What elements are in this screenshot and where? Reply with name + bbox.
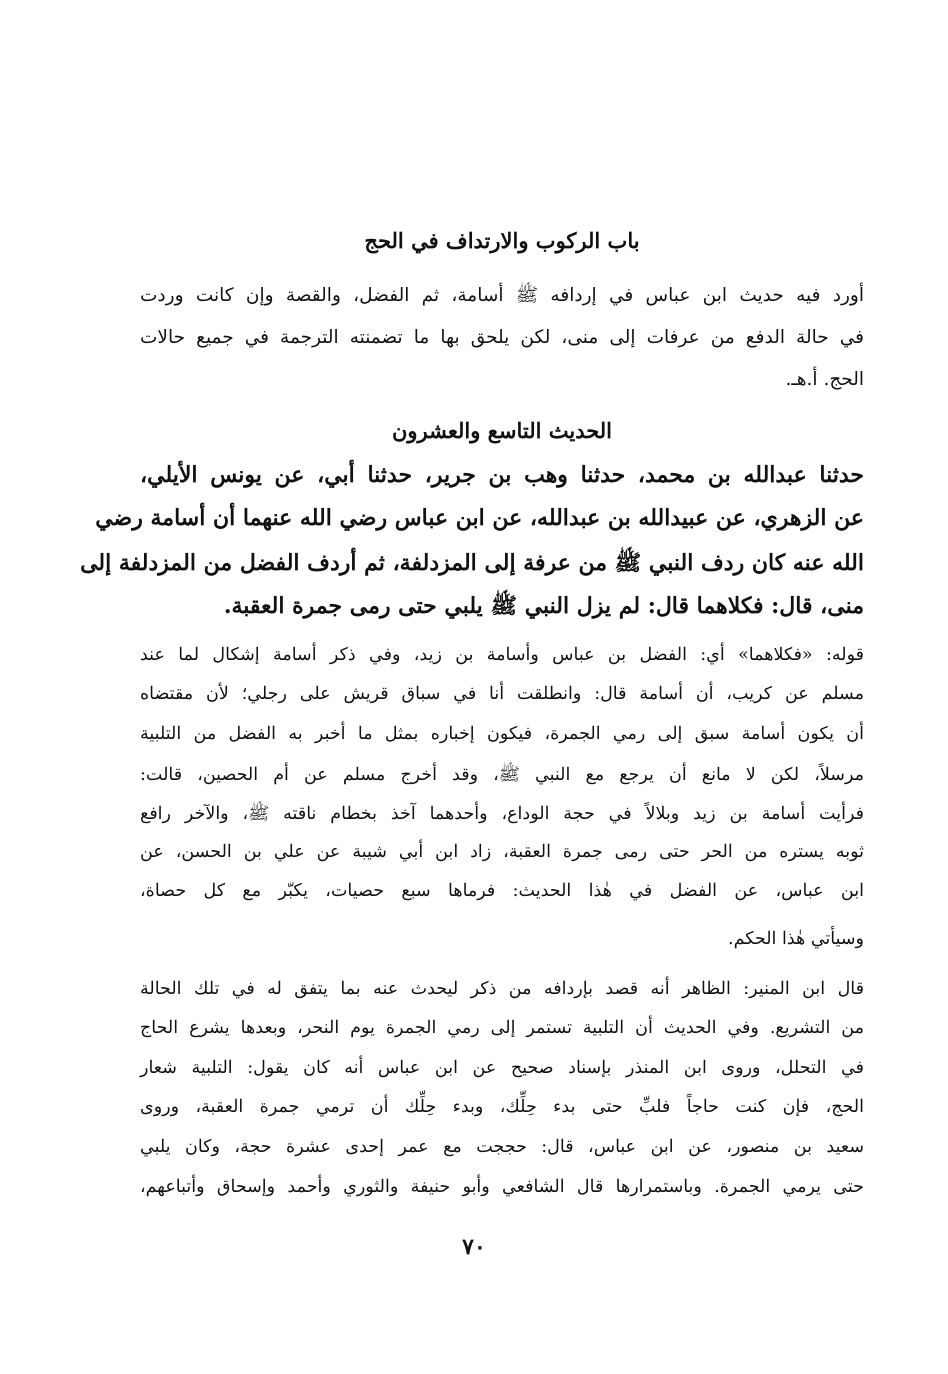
text-line: فرأيت أسامة بن زيد وبلالاً في حجة الوداع، وأحدهما آخذ بخطام ناقته ﷺ، والآخر رافع bbox=[140, 804, 864, 824]
hadith-heading: الحديث التاسع والعشرون bbox=[391, 418, 613, 443]
text-line: ثوبه يستره من الحر حتى رمى جمرة العقبة، زاد ابن أبي شيبة عن علي بن الحسن، عن bbox=[140, 842, 864, 862]
text-line: حتى يرمي الجمرة. وباستمرارها قال الشافعي وأبو حنيفة والثوري وأحمد وإسحاق وأتباعهم، bbox=[140, 1177, 864, 1197]
text-line: عن الزهري، عن عبيدالله بن عبدالله، عن ابن عباس رضي الله عنهما أن أسامة رضي bbox=[95, 505, 864, 531]
text-line: منى، قال: فكلاهما قال: لم يزل النبي ﷺ يلبي حتى رمى جمرة العقبة. bbox=[223, 593, 864, 619]
chapter-title: باب الركوب والارتداف في الحج bbox=[364, 228, 640, 253]
text-line: من التشريع. وفي الحديث أن التلبية تستمر إلى رمي الجمرة يوم النحر، وبعدها يشرع الحاج bbox=[140, 1018, 864, 1038]
text-line: الحج، فإن كنت حاجاً فلبِّ حتى بدء حِلِّك، وبدء حِلِّك أن ترمي جمرة العقبة، وروى bbox=[140, 1097, 864, 1117]
text-line: الله عنه كان ردف النبي ﷺ من عرفة إلى المزدلفة، ثم أردف الفضل من المزدلفة إلى bbox=[80, 550, 864, 576]
text-line: قال ابن المنير: الظاهر أنه قصد بإردافه من ذكر ليحدث عنه بما يتفق له في تلك الحالة bbox=[140, 979, 864, 999]
text-line: الحج. أ.هـ. bbox=[785, 369, 864, 390]
text-line: حدثنا عبدالله بن محمد، حدثنا وهب بن جرير، حدثنا أبي، عن يونس الأيلي، bbox=[140, 462, 864, 488]
text-line: مرسلاً، لكن لا مانع أن يرجع مع النبي ﷺ، وقد أخرج مسلم عن أم الحصين، قالت: bbox=[140, 765, 864, 785]
text-line: سعيد بن منصور، عن ابن عباس، قال: حججت مع عمر إحدى عشرة حجة، وكان يلبي bbox=[140, 1137, 864, 1157]
text-line: مسلم عن كريب، أن أسامة قال: وانطلقت أنا في سباق قريش على رجلي؛ لأن مقتضاه bbox=[140, 684, 864, 704]
text-line: أورد فيه حديث ابن عباس في إردافه ﷺ أسامة، ثم الفضل، والقصة وإن كانت وردت bbox=[140, 285, 864, 306]
text-line: أن يكون أسامة سبق إلى رمي الجمرة، فيكون إخباره بمثل ما أخبر به الفضل من التلبية bbox=[140, 724, 864, 744]
text-line: في حالة الدفع من عرفات إلى منى، لكن يلحق بها ما تضمنته الترجمة في جميع حالات bbox=[140, 327, 864, 348]
text-line: في التحلل، وروى ابن المنذر بإسناد صحيح عن ابن عباس أنه كان يقول: التلبية شعار bbox=[140, 1058, 864, 1078]
text-line: قوله: «فكلاهما» أي: الفضل بن عباس وأسامة بن زيد، وفي ذكر أسامة إشكال لما عند bbox=[140, 645, 864, 665]
page-number: ٧٠ bbox=[462, 1234, 486, 1260]
text-line: وسيأتي هٰذا الحكم. bbox=[728, 929, 864, 949]
text-line: ابن عباس، عن الفضل في هٰذا الحديث: فرماها سبع حصيات، يكبّر مع كل حصاة، bbox=[140, 881, 864, 901]
